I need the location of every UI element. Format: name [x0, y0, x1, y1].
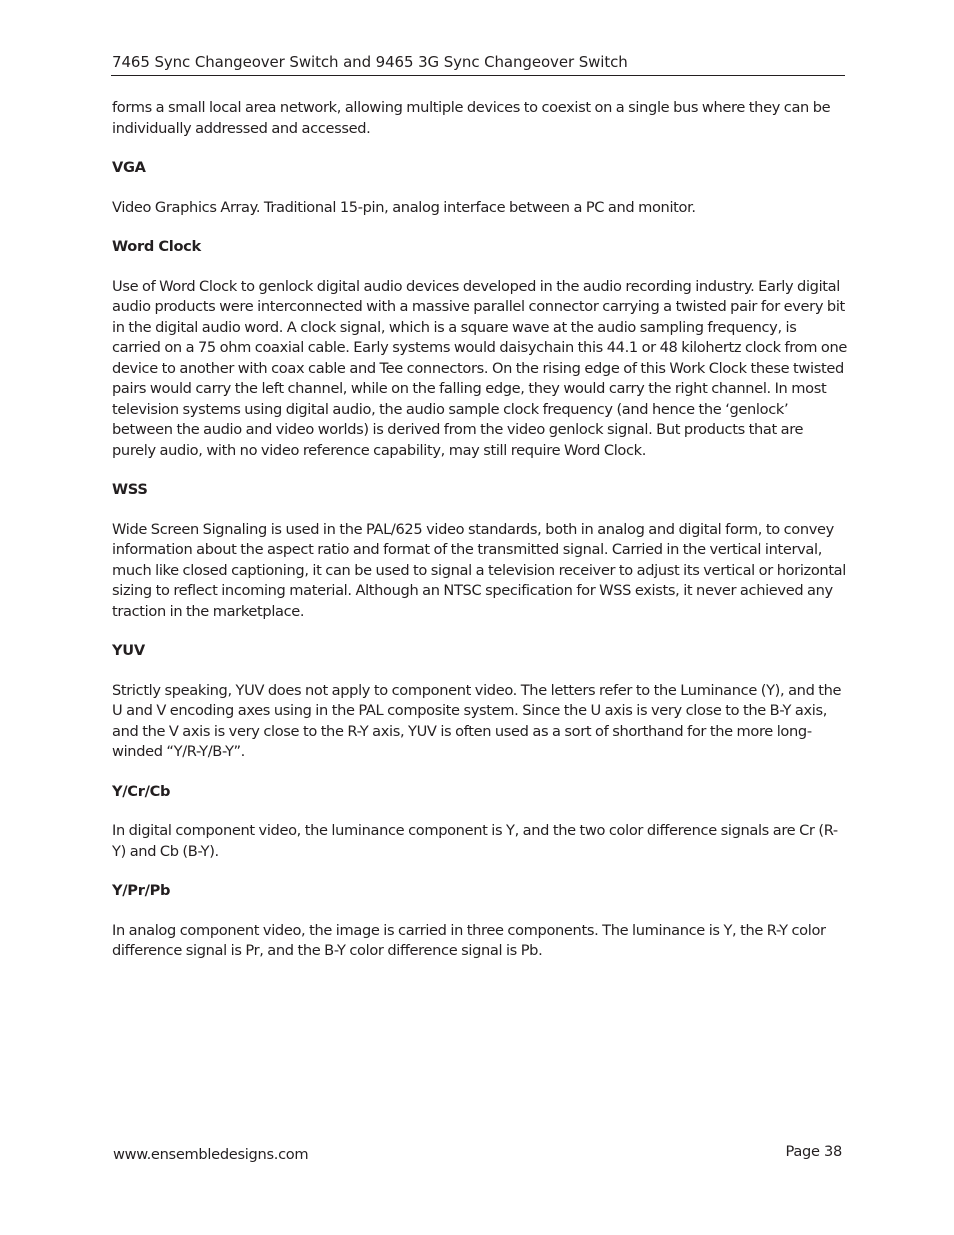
page-header-title: 7465 Sync Changeover Switch and 9465 3G Sync Changeover Switch	[112, 53, 628, 71]
heading-y-pr-pb: Y/Pr/Pb	[112, 882, 171, 899]
heading-y-cr-cb: Y/Cr/Cb	[112, 782, 171, 800]
paragraph-vga: Video Graphics Array. Traditional 15-pin, analog interface between a PC and monitor.	[112, 198, 696, 216]
intro-paragraph: forms a small local area network, allowing multiple devices to coexist on a single bus where they can be individually addressed and accessed.	[112, 99, 831, 137]
heading-word-clock: Word Clock	[112, 238, 201, 255]
paragraph-y-pr-pb: In analog component video, the image is carried in three components. The luminance is Y, the R-Y color difference signal is Pr, and the B-Y color difference signal is Pb.	[112, 921, 826, 959]
page-number: Page 38	[785, 1143, 842, 1160]
footer-website-link[interactable]: www.ensembledesigns.com	[113, 1146, 309, 1163]
paragraph-wss: Wide Screen Signaling is used in the PAL/625 video standards, both in analog and digital form, to convey information about the aspect ratio and format of the transmitted signal. Carried in the vertical interval, much like closed captioning, it can be used to signal a television receiver to adjust its vertical or horizontal sizing to reflect incoming material. Although an NTSC specification for WSS exists, it never achieved any traction in the marketplace.	[112, 520, 846, 620]
glossary-content	[112, 98, 848, 981]
heading-wss: WSS	[112, 481, 148, 498]
heading-vga: VGA	[112, 159, 146, 176]
heading-yuv: YUV	[112, 642, 145, 659]
paragraph-y-cr-cb: In digital component video, the luminance component is Y, and the two color difference signals are Cr (R-Y) and Cb (B-Y).	[112, 822, 838, 860]
header-divider	[111, 75, 845, 76]
paragraph-yuv: Strictly speaking, YUV does not apply to component video. The letters refer to the Luminance (Y), and the U and V encoding axes using in the PAL composite system. Since the U axis is very close to the B-Y axis, and the V axis is very close to the R-Y axis, YUV is often used as a sort of shorthand for the more long-winded “Y/R-Y/B-Y”.	[112, 681, 842, 760]
paragraph-word-clock: Use of Word Clock to genlock digital audio devices developed in the audio recording industry. Early digital audio products were interconnected with a massive parallel connector carrying a twisted pair for every bit in the digital audio word. A clock signal, which is a square wave at the audio sampling frequency, is carried on a 75 ohm coaxial cable. Early systems would daisychain this 44.1 or 48 kilohertz clock from one device to another with coax cable and Tee connectors. On the rising edge of this Work Clock these twisted pairs would carry the left channel, while on the falling edge, they would carry the right channel. In most television systems using digital audio, the audio sample clock frequency (and hence the ‘genlock’ between the audio and video worlds) is derived from the video genlock signal. But products that are purely audio, with no video reference capability, may still require Word Clock.	[112, 277, 847, 459]
